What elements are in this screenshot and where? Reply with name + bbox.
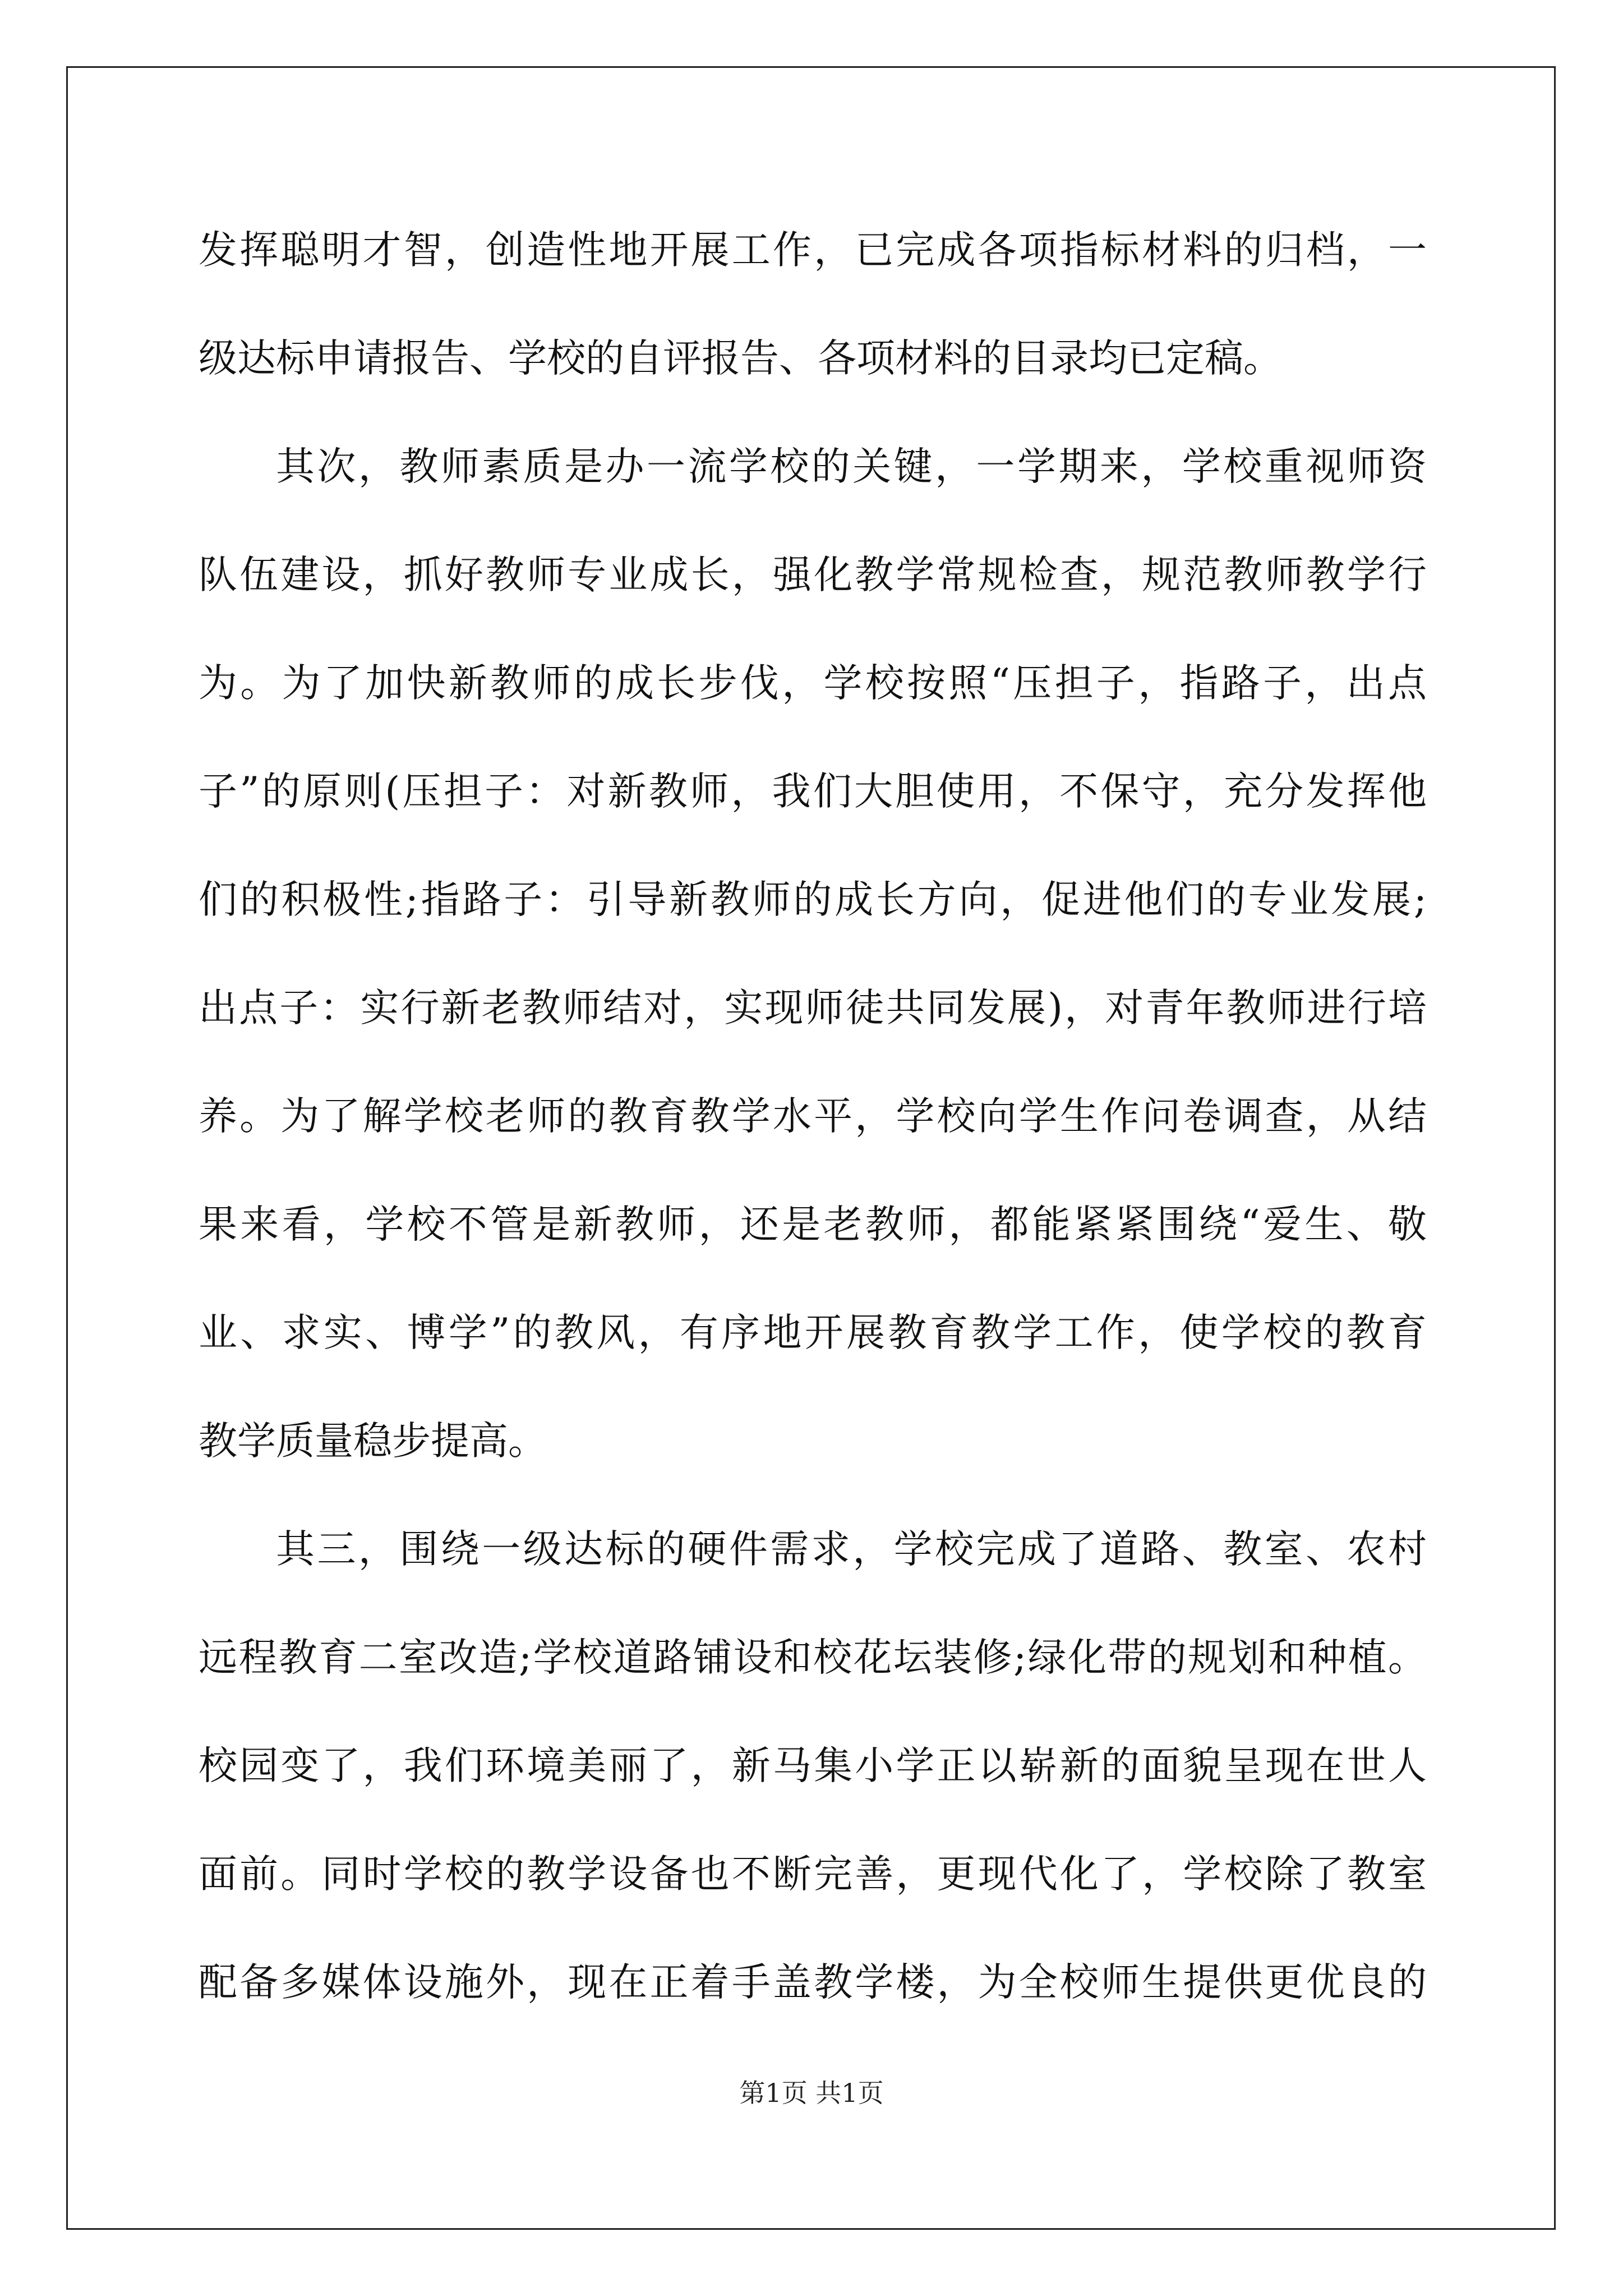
text-line: 配备多媒体设施外，现在正着手盖教学楼，为全校师生提供更优良的 bbox=[199, 1960, 1427, 2005]
text-line: 们的积极性;指路子：引导新教师的成长方向，促进他们的专业发展; bbox=[199, 877, 1427, 922]
text-line: 养。为了解学校老师的教育教学水平，学校向学生作问卷调查，从结 bbox=[199, 1094, 1427, 1139]
paragraph-1 bbox=[199, 196, 1427, 413]
text-line: 级达标申请报告、学校的自评报告、各项材料的目录均已定稿。 bbox=[199, 336, 1282, 381]
text-line: 业、求实、博学”的教风，有序地开展教育教学工作，使学校的教育 bbox=[199, 1310, 1427, 1355]
text-line: 果来看，学校不管是新教师，还是老教师，都能紧紧围绕“爱生、敬 bbox=[199, 1202, 1427, 1247]
text-line: 为。为了加快新教师的成长步伐，学校按照“压担子，指路子，出点 bbox=[199, 661, 1427, 706]
text-line: 发挥聪明才智，创造性地开展工作，已完成各项指标材料的归档，一 bbox=[199, 228, 1427, 273]
paragraph-2 bbox=[199, 413, 1427, 1496]
text-line: 出点子：实行新老教师结对，实现师徒共同发展)，对青年教师进行培 bbox=[199, 986, 1427, 1030]
text-line: 其次，教师素质是办一流学校的关键，一学期来，学校重视师资 bbox=[276, 444, 1427, 489]
text-line: 面前。同时学校的教学设备也不断完善，更现代化了，学校除了教室 bbox=[199, 1852, 1427, 1897]
text-line: 远程教育二室改造;学校道路铺设和校花坛装修;绿化带的规划和种植。 bbox=[199, 1635, 1427, 1680]
document-body bbox=[199, 196, 1427, 2037]
page-number-footer: 第1页 共1页 bbox=[739, 2078, 884, 2108]
text-line: 子”的原则(压担子：对新教师，我们大胆使用，不保守，充分发挥他 bbox=[199, 769, 1427, 814]
text-line: 队伍建设，抓好教师专业成长，强化教学常规检查，规范教师教学行 bbox=[199, 553, 1427, 597]
text-line: 其三，围绕一级达标的硬件需求，学校完成了道路、教室、农村 bbox=[276, 1527, 1427, 1572]
paragraph-3 bbox=[199, 1496, 1427, 2037]
text-line: 校园变了，我们环境美丽了，新马集小学正以崭新的面貌呈现在世人 bbox=[199, 1743, 1427, 1788]
text-line: 教学质量稳步提高。 bbox=[199, 1419, 547, 1464]
